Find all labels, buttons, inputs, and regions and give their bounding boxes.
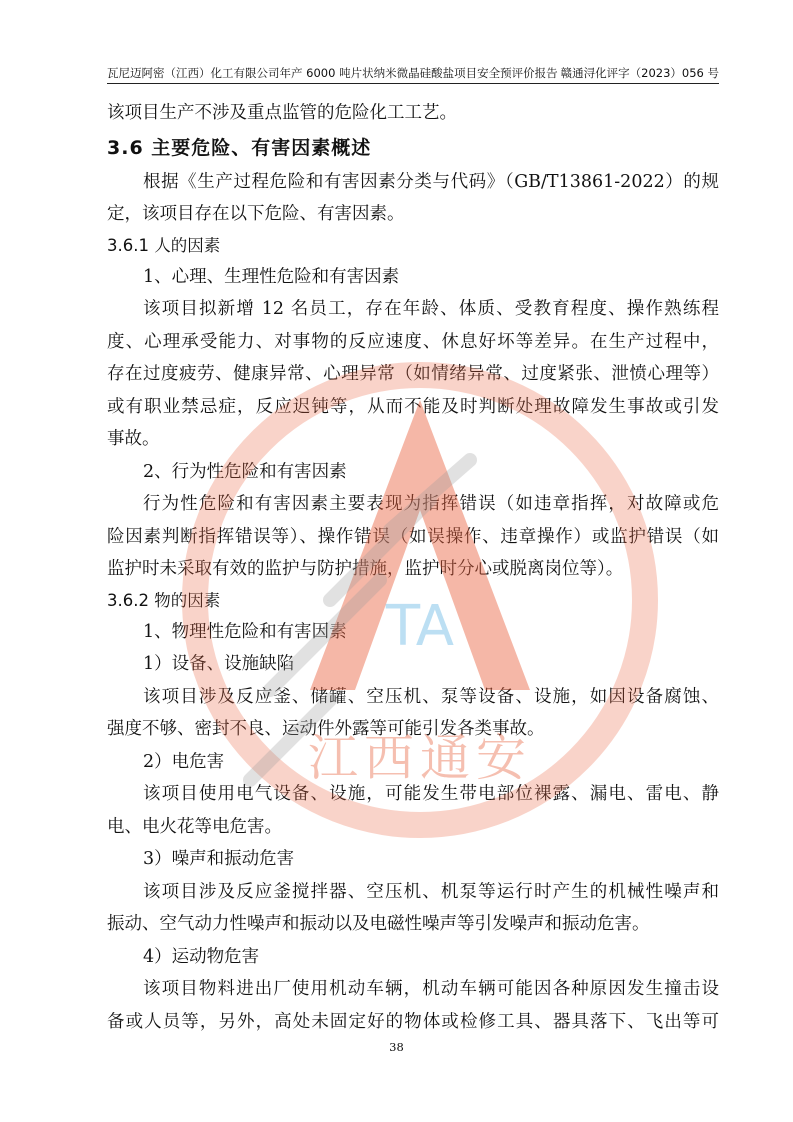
page-number: 38 xyxy=(389,1040,404,1054)
watermark-text: 江西通安 xyxy=(308,729,532,787)
paragraph-line: 该项目拟新增 12 名员工，存在年龄、体质、受教育程度、操作熟练程 xyxy=(143,299,719,319)
paragraph-line: 或有职业禁忌症，反应迟钝等，从而不能及时判断处理故障发生事故或引发 xyxy=(107,396,719,417)
item-subheading: 1）设备、设施缺陷 xyxy=(143,654,295,674)
paragraph-line: 定，该项目存在以下危险、有害因素。 xyxy=(107,204,405,224)
paragraph-line: 强度不够、密封不良、运动件外露等可能引发各类事故。 xyxy=(107,719,545,739)
document-number: 赣通浔化评字（2023）056 号 xyxy=(560,66,719,80)
paragraph-line: 度、心理承受能力、对事物的反应速度、休息好坏等差异。在生产过程中， xyxy=(107,331,719,352)
item-subheading: 4）运动物危害 xyxy=(143,946,260,967)
paragraph-line: 该项目使用电气设备、设施，可能发生带电部位裸露、漏电、雷电、静 xyxy=(143,784,719,804)
paragraph-line: 振动、空气动力性噪声和振动以及电磁性噪声等引发噪声和振动危害。 xyxy=(107,914,650,934)
report-title: 瓦尼迈阿密（江西）化工有限公司年产 6000 吨片状纳米微晶硅酸盐项目安全预评价报告 xyxy=(107,66,558,80)
item-heading: 2、行为性危险和有害因素 xyxy=(143,461,347,482)
page-header xyxy=(107,63,719,84)
page-body xyxy=(107,97,719,1038)
item-heading: 1、物理性危险和有害因素 xyxy=(143,621,347,642)
paragraph-line: 该项目物料进出厂使用机动车辆，机动车辆可能因各种原因发生撞击设 xyxy=(143,979,719,999)
paragraph-line: 存在过度疲劳、健康异常、心理异常（如情绪异常、过度紧张、泄愤心理等） xyxy=(107,364,719,384)
paragraph-line: 电、电火花等电危害。 xyxy=(107,816,282,837)
paragraph-line: 该项目涉及反应釜搅拌器、空压机、机泵等运行时产生的机械性噪声和 xyxy=(143,881,719,902)
seal-letters: TA xyxy=(385,594,455,659)
paragraph-line: 险因素判断指挥错误等）、操作错误（如误操作、违章操作）或监护错误（如 xyxy=(107,526,719,547)
paragraph-line: 行为性危险和有害因素主要表现为指挥错误（如违章指挥，对故障或危 xyxy=(143,494,719,514)
section-heading-3-6: 3.6 主要危险、有害因素概述 xyxy=(107,136,372,159)
paragraph-line: 该项目生产不涉及重点监管的危险化工工艺。 xyxy=(107,103,457,123)
paragraph-line: 该项目涉及反应釜、储罐、空压机、泵等设备、设施，如因设备腐蚀、 xyxy=(143,686,719,707)
item-heading: 1、心理、生理性危险和有害因素 xyxy=(143,266,400,287)
item-subheading: 2）电危害 xyxy=(143,751,225,772)
subsection-heading-3-6-1: 3.6.1 人的因素 xyxy=(107,235,221,255)
subsection-heading-3-6-2: 3.6.2 物的因素 xyxy=(107,590,221,610)
paragraph-line: 监护时未采取有效的监护与防护措施，监护时分心或脱离岗位等）。 xyxy=(107,559,624,579)
paragraph-line: 备或人员等，另外，高处未固定好的物体或检修工具、器具落下、飞出等可 xyxy=(107,1011,719,1032)
paragraph-line: 事故。 xyxy=(107,429,160,449)
item-subheading: 3）噪声和振动危害 xyxy=(143,849,295,869)
paragraph-line: 根据《生产过程危险和有害因素分类与代码》（GB/T13861-2022）的规 xyxy=(143,171,719,192)
